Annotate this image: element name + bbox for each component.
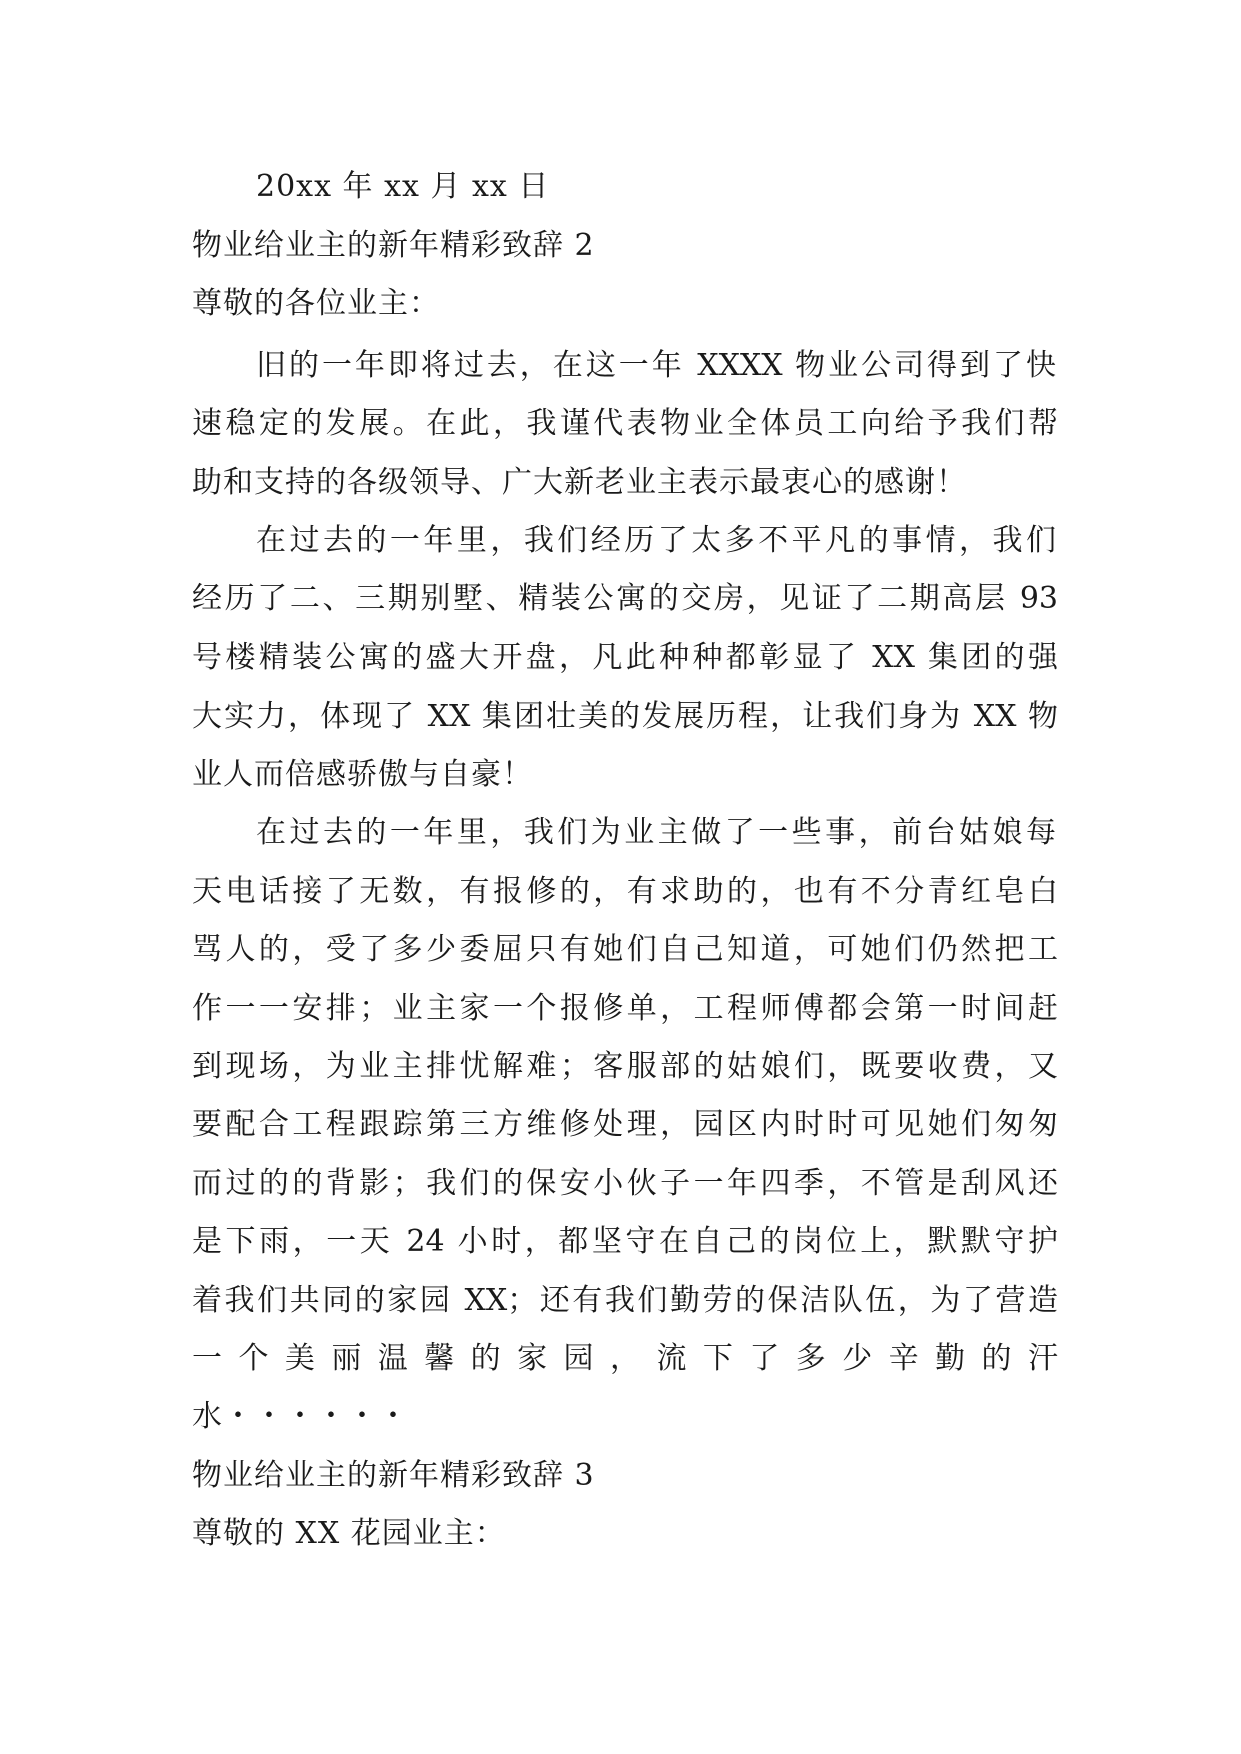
salutation: 尊敬的 XX 花园业主： [192, 1516, 506, 1551]
paragraph-line: 助和支持的各级领导、广大新老业主表示最衷心的感谢！ [192, 465, 967, 500]
salutation: 尊敬的各位业主： [192, 286, 440, 321]
paragraph-line: 在过去的一年里，我们经历了太多不平凡的事情，我们 [256, 523, 1056, 558]
paragraph-line: 号楼精装公寓的盛大开盘，凡此种种都彰显了 XX 集团的强 [192, 640, 1058, 675]
paragraph-line: 是下雨，一天 24 小时，都坚守在自己的岗位上，默默守护 [192, 1224, 1058, 1259]
paragraph-line: 骂人的，受了多少委屈只有她们自己知道，可她们仍然把工 [192, 932, 1058, 967]
paragraph-line: 速稳定的发展。在此，我谨代表物业全体员工向给予我们帮 [192, 406, 1058, 441]
section-title: 物业给业主的新年精彩致辞 3 [192, 1458, 595, 1493]
paragraph-line: 大实力，体现了 XX 集团壮美的发展历程，让我们身为 XX 物 [192, 699, 1058, 734]
paragraph-line: 要配合工程跟踪第三方维修处理，园区内时时可见她们匆匆 [192, 1107, 1058, 1142]
paragraph-line: 旧的一年即将过去，在这一年 XXXX 物业公司得到了快 [256, 348, 1056, 383]
paragraph-line: 天电话接了无数，有报修的，有求助的，也有不分青红皂白 [192, 874, 1058, 909]
paragraph-line: 而过的的背影；我们的保安小伙子一年四季，不管是刮风还 [192, 1166, 1058, 1201]
paragraph-line: 业人而倍感骄傲与自豪！ [192, 757, 533, 792]
paragraph-line: 着我们共同的家园 XX；还有我们勤劳的保洁队伍，为了营造 [192, 1283, 1058, 1318]
paragraph-line: 在过去的一年里，我们为业主做了一些事，前台姑娘每 [256, 815, 1056, 850]
paragraph-line: 作一一安排；业主家一个报修单，工程师傅都会第一时间赶 [192, 991, 1058, 1026]
paragraph-line: 到现场，为业主排忧解难；客服部的姑娘们，既要收费，又 [192, 1049, 1058, 1084]
paragraph-line: 水・・・・・・ [192, 1399, 409, 1434]
document-date: 20xx 年 xx 月 xx 日 [256, 169, 550, 204]
paragraph-line: 一 个 美 丽 温 馨 的 家 园 ， 流 下 了 多 少 辛 勤 的 汗 [192, 1341, 1058, 1376]
paragraph-line: 经历了二、三期别墅、精装公寓的交房，见证了二期高层 93 [192, 581, 1058, 616]
section-title: 物业给业主的新年精彩致辞 2 [192, 228, 595, 263]
